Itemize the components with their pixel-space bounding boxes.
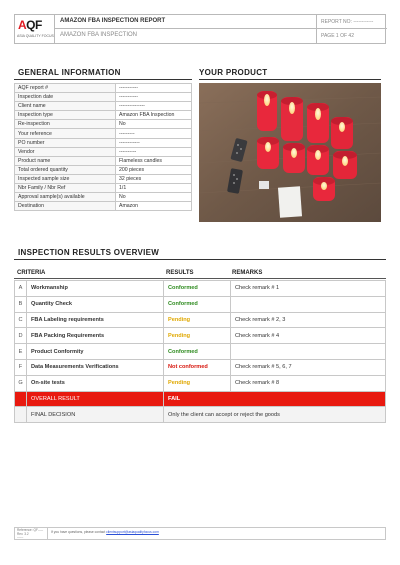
footer-rev: Rev. 3.2 xyxy=(17,531,29,536)
criteria-name: Workmanship xyxy=(27,281,164,297)
results-row xyxy=(15,375,386,391)
results-row xyxy=(15,296,386,312)
result-status: Pending xyxy=(164,312,231,328)
criteria-letter: D xyxy=(15,328,27,344)
company-logo xyxy=(15,15,55,43)
logo-tagline: ASIA QUALITY FOCUS xyxy=(17,34,54,38)
remark-text: Check remark # 1 xyxy=(231,281,386,297)
criteria-name: Product Conformity xyxy=(27,344,164,360)
general-info-rule xyxy=(14,79,192,80)
general-info-label: PO number xyxy=(15,138,116,147)
your-product-rule xyxy=(199,79,381,80)
general-info-value: No xyxy=(116,120,192,129)
general-info-label: Total ordered quantity xyxy=(15,165,116,174)
criteria-letter: G xyxy=(15,375,27,391)
general-info-label: Client name xyxy=(15,102,116,111)
criteria-name: On-site tests xyxy=(27,375,164,391)
remark-text: Check remark # 4 xyxy=(231,328,386,344)
criteria-letter: E xyxy=(15,344,27,360)
result-status: Conformed xyxy=(164,281,231,297)
general-info-value: ----------- xyxy=(116,84,192,93)
results-row xyxy=(15,312,386,328)
overall-result-value: FAIL xyxy=(164,391,386,407)
footer-ref: Reference: QF----- xyxy=(17,528,44,532)
your-product-heading: YOUR PRODUCT xyxy=(199,68,268,77)
general-info-value: ---------- xyxy=(116,147,192,156)
results-row xyxy=(15,328,386,344)
final-decision-value: Only the client can accept or reject the goods xyxy=(164,407,386,423)
results-column-header: RESULTS xyxy=(166,270,194,276)
footer-date: ------ xyxy=(17,535,24,540)
results-header-rule xyxy=(14,278,386,279)
general-info-label: Inspection type xyxy=(15,111,116,120)
remark-text: Check remark # 2, 3 xyxy=(231,312,386,328)
general-info-label: Inspection date xyxy=(15,93,116,102)
footer-reference xyxy=(15,528,48,539)
general-info-row xyxy=(15,84,192,93)
general-info-row xyxy=(15,147,192,156)
results-row xyxy=(15,344,386,360)
report-subtitle: AMAZON FBA INSPECTION xyxy=(55,29,317,43)
overall-result-label: OVERALL RESULT xyxy=(27,391,164,407)
result-status: Conformed xyxy=(164,344,231,360)
results-row xyxy=(15,281,386,297)
general-info-label: AQF report # xyxy=(15,84,116,93)
general-info-row xyxy=(15,120,192,129)
criteria-name: Data Measurements Verifications xyxy=(27,359,164,375)
general-info-row xyxy=(15,156,192,165)
overall-spacer xyxy=(15,391,27,407)
criteria-name: Quantity Check xyxy=(27,296,164,312)
general-info-row xyxy=(15,102,192,111)
general-info-row xyxy=(15,129,192,138)
general-info-value: Flameless candles xyxy=(116,156,192,165)
general-info-label: Re-inspection xyxy=(15,120,116,129)
result-status: Pending xyxy=(164,375,231,391)
general-info-value: ------------ xyxy=(116,138,192,147)
general-info-value: ----------- xyxy=(116,93,192,102)
criteria-name: FBA Labeling requirements xyxy=(27,312,164,328)
general-info-row xyxy=(15,202,192,211)
result-status: Conformed xyxy=(164,296,231,312)
general-info-label: Nbr Family / Nbr Ref xyxy=(15,184,116,193)
result-status: Pending xyxy=(164,328,231,344)
final-decision-row xyxy=(15,407,386,423)
general-info-row xyxy=(15,93,192,102)
general-info-label: Destination xyxy=(15,202,116,211)
overall-result-row xyxy=(15,391,386,407)
remark-text xyxy=(231,296,386,312)
footer-contact xyxy=(51,530,159,534)
report-title: AMAZON FBA INSPECTION REPORT xyxy=(55,15,317,29)
general-info-row xyxy=(15,138,192,147)
page-number: PAGE 1 OF 42 xyxy=(321,33,354,39)
result-status: Not conformed xyxy=(164,359,231,375)
general-info-value: --------- xyxy=(116,129,192,138)
results-heading: INSPECTION RESULTS OVERVIEW xyxy=(18,248,160,257)
footer-contact-text: If you have questions, please contact xyxy=(51,530,107,534)
criteria-name: FBA Packing Requirements xyxy=(27,328,164,344)
criteria-letter: B xyxy=(15,296,27,312)
remark-text: Check remark # 8 xyxy=(231,375,386,391)
general-info-row xyxy=(15,165,192,174)
report-footer xyxy=(14,527,386,540)
results-table xyxy=(14,280,386,423)
general-info-row xyxy=(15,111,192,120)
final-spacer xyxy=(15,407,27,423)
logo-mark xyxy=(18,18,42,32)
general-info-value: Amazon xyxy=(116,202,192,211)
remark-text xyxy=(231,344,386,360)
general-info-row xyxy=(15,193,192,202)
results-row xyxy=(15,359,386,375)
general-info-row xyxy=(15,174,192,183)
general-info-label: Your reference xyxy=(15,129,116,138)
flameless-candles-image xyxy=(199,83,381,222)
criteria-letter: C xyxy=(15,312,27,328)
criteria-letter: F xyxy=(15,359,27,375)
product-photo xyxy=(199,83,381,222)
support-email-link[interactable]: clientsupport@asiaqualityfocus.com xyxy=(106,530,159,534)
general-info-value: --------------- xyxy=(116,102,192,111)
final-decision-label: FINAL DECISION xyxy=(27,407,164,423)
general-info-value: No xyxy=(116,193,192,202)
remarks-column-header: REMARKS xyxy=(232,270,263,276)
remark-text: Check remark # 5, 6, 7 xyxy=(231,359,386,375)
general-info-row xyxy=(15,184,192,193)
general-info-value: Amazon FBA Inspection xyxy=(116,111,192,120)
general-info-label: Product name xyxy=(15,156,116,165)
general-info-heading: GENERAL INFORMATION xyxy=(18,68,121,77)
general-info-value: 200 pieces xyxy=(116,165,192,174)
report-number: REPORT NO: ------------ xyxy=(317,15,387,29)
general-info-value: 32 pieces xyxy=(116,174,192,183)
general-info-label: Vendor xyxy=(15,147,116,156)
general-info-label: Inspected sample size xyxy=(15,174,116,183)
general-info-value: 1/1 xyxy=(116,184,192,193)
general-info-label: Approval sample(s) available xyxy=(15,193,116,202)
logo-letters-rest: QF xyxy=(26,18,42,32)
criteria-column-header: CRITERIA xyxy=(17,270,46,276)
report-header xyxy=(14,14,386,44)
criteria-letter: A xyxy=(15,281,27,297)
results-rule xyxy=(14,259,386,260)
logo-letter-a: A xyxy=(18,18,27,32)
general-info-table xyxy=(14,83,192,211)
